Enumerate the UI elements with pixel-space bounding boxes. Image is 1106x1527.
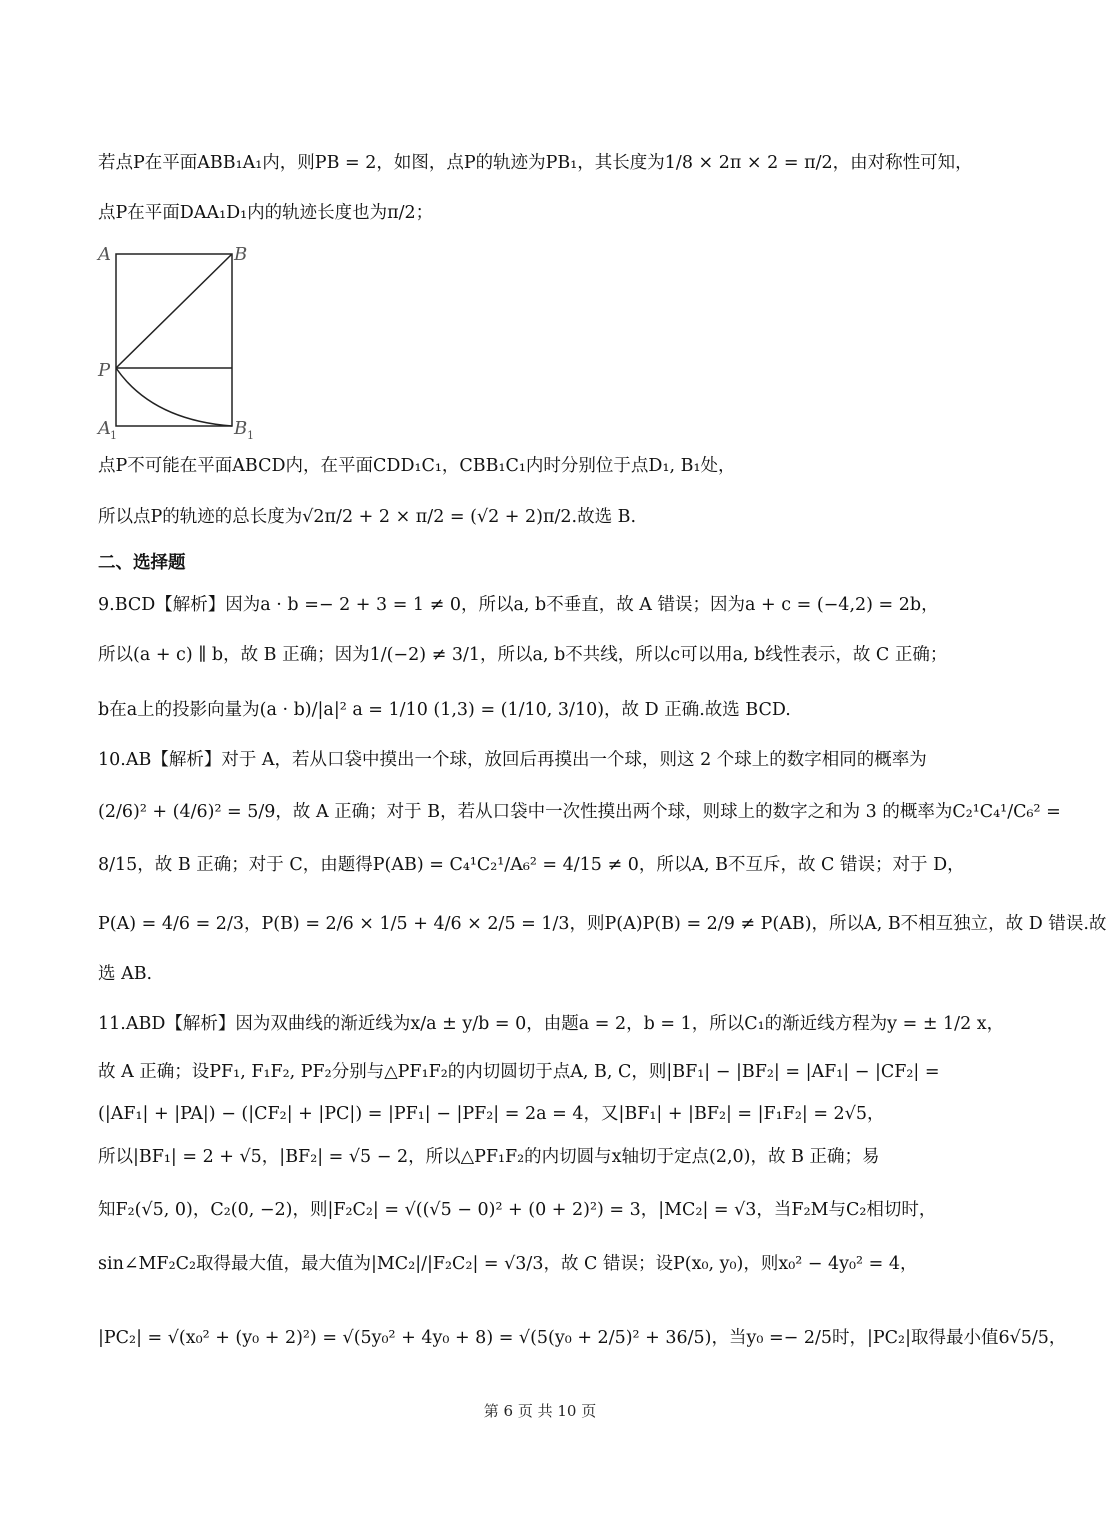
label-b: B xyxy=(234,244,248,265)
text-line-14: 故 A 正确；设PF₁, F₁F₂, PF₂分别与△PF₁F₂的内切圆切于点A, B, C，则|BF₁| − |BF₂| = |AF₁| − |CF₂| = xyxy=(98,1062,940,1082)
diagram-rectangle xyxy=(116,254,232,426)
label-p: P xyxy=(98,360,111,381)
text-line-18: sin∠MF₂C₂取得最大值，最大值为|MC₂|/|F₂C₂| = √3/3，故 C 错误；设P(x₀, y₀)，则x₀² − 4y₀² = 4， xyxy=(98,1254,918,1274)
text-line-11: P(A) = 4/6 = 2/3，P(B) = 2/6 × 1/5 + 4/6 × 2/5 = 1/3，则P(A)P(B) = 2/9 ≠ P(AB)，所以A, B不相互独立，故 D 错误.故 xyxy=(98,914,1106,934)
diagram-line-pb xyxy=(116,254,232,368)
text-line-17: 知F₂(√5, 0)，C₂(0, −2)，则|F₂C₂| = √((√5 − 0)² + (0 + 2)²) = 3，|MC₂| = √3，当F₂M与C₂相切时， xyxy=(98,1200,937,1220)
text-line-7: b在a上的投影向量为(a · b)/|a|² a = 1/10 (1,3) = (1/10, 3/10)，故 D 正确.故选 BCD. xyxy=(98,700,791,720)
text-line-8: 10.AB【解析】对于 A，若从口袋中摸出一个球，放回后再摸出一个球，则这 2 个球上的数字相同的概率为 xyxy=(98,750,927,770)
page-footer: 第 6 页 共 10 页 xyxy=(483,1402,597,1420)
text-line-5: 9.BCD【解析】因为a · b =− 2 + 3 = 1 ≠ 0，所以a, b不垂直，故 A 错误；因为a + c = (−4,2) = 2b， xyxy=(98,595,939,615)
section-heading: 二、选择题 xyxy=(98,553,186,573)
label-b1-subscript: 1 xyxy=(247,429,254,442)
text-line-6: 所以(a + c) ∥ b，故 B 正确；因为1/(−2) ≠ 3/1，所以a, b不共线，所以c可以用a, b线性表示，故 C 正确； xyxy=(98,645,948,665)
text-line-3: 点P不可能在平面ABCD内，在平面CDD₁C₁，CBB₁C₁内时分别位于点D₁, B₁处， xyxy=(98,456,736,476)
text-line-1: 若点P在平面ABB₁A₁内，则PB = 2，如图，点P的轨迹为PB₁，其长度为1/8 × 2π × 2 = π/2，由对称性可知， xyxy=(98,153,973,173)
text-line-15: (|AF₁| + |PA|) − (|CF₂| + |PC|) = |PF₁| − |PF₂| = 2a = 4，又|BF₁| + |BF₂| = |F₁F₂| = 2√5， xyxy=(98,1104,885,1124)
text-line-9: (2/6)² + (4/6)² = 5/9，故 A 正确；对于 B，若从口袋中一次性摸出两个球，则球上的数字之和为 3 的概率为C₂¹C₄¹/C₆² = xyxy=(98,802,1061,822)
label-b1: B xyxy=(234,418,248,439)
diagram-arc-pb1 xyxy=(116,368,232,426)
text-line-4: 所以点P的轨迹的总长度为√2π/2 + 2 × π/2 = (√2 + 2)π/2.故选 B. xyxy=(98,507,637,527)
label-a: A xyxy=(98,244,111,265)
text-line-12: 选 AB. xyxy=(98,964,153,984)
text-line-16: 所以|BF₁| = 2 + √5，|BF₂| = √5 − 2，所以△PF₁F₂的内切圆与x轴切于定点(2,0)，故 B 正确；易 xyxy=(98,1147,880,1167)
label-a1: A xyxy=(98,418,111,439)
text-line-2: 点P在平面DAA₁D₁内的轨迹长度也为π/2； xyxy=(98,203,434,223)
text-line-19: |PC₂| = √(x₀² + (y₀ + 2)²) = √(5y₀² + 4y₀ + 8) = √(5(y₀ + 2/5)² + 36/5)，当y₀ =− 2/5时，|PC₂|取得最小值6√5/5， xyxy=(98,1328,1067,1348)
text-line-10: 8/15，故 B 正确；对于 C，由题得P(AB) = C₄¹C₂¹/A₆² = 4/15 ≠ 0，所以A, B不互斥，故 C 错误；对于 D， xyxy=(98,855,965,875)
trajectory-diagram xyxy=(92,240,272,445)
text-line-13: 11.ABD【解析】因为双曲线的渐近线为x/a ± y/b = 0，由题a = 2，b = 1，所以C₁的渐近线方程为y = ± 1/2 x， xyxy=(98,1014,1005,1034)
label-a1-subscript: 1 xyxy=(110,429,117,442)
